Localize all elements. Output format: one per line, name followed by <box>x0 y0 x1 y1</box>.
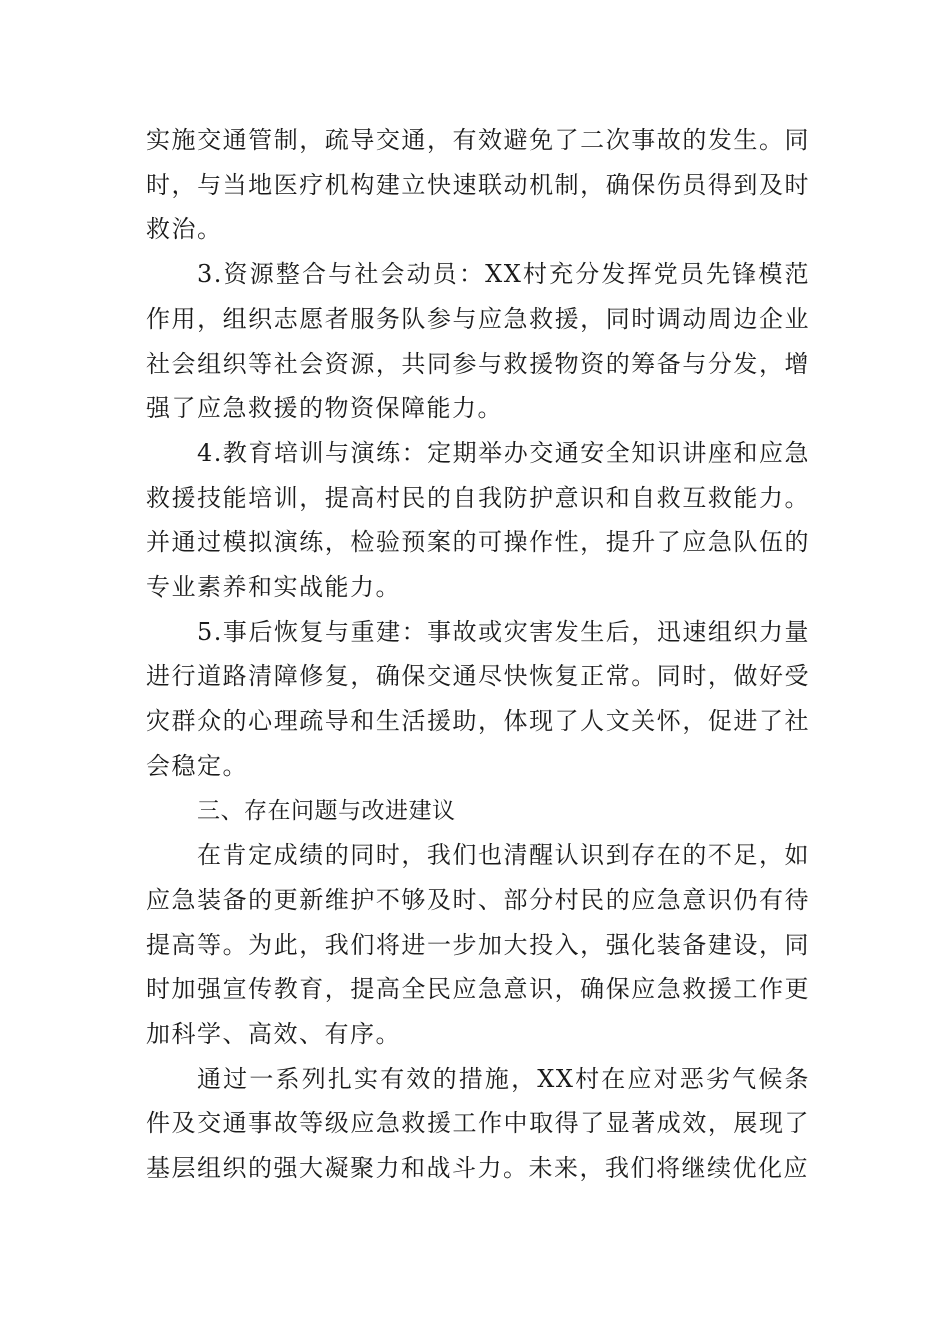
paragraph-education-training: 4.教育培训与演练：定期举办交通安全知识讲座和应急救援技能培训，提高村民的自我防护意识和自救互救能力。并通过模拟演练，检验预案的可操作性，提升了应急队伍的专业素养和实战能力。 <box>146 438 810 602</box>
document-body <box>146 118 810 1191</box>
paragraph-continuation: 实施交通管制，疏导交通，有效避免了二次事故的发生。同时，与当地医疗机构建立快速联动机制，确保伤员得到及时救治。 <box>146 126 810 244</box>
paragraph-conclusion: 通过一系列扎实有效的措施，XX村在应对恶劣气候条件及交通事故等级应急救援工作中取得了显著成效，展现了基层组织的强大凝聚力和战斗力。未来，我们将继续优化应 <box>146 1064 810 1183</box>
paragraph-shortcomings: 在肯定成绩的同时，我们也清醒认识到存在的不足，如应急装备的更新维护不够及时、部分村民的应急意识仍有待提高等。为此，我们将进一步加大投入，强化装备建设，同时加强宣传教育，提高全民应急意识，确保应急救援工作更加科学、高效、有序。 <box>146 841 810 1049</box>
paragraph-resource-integration: 3.资源整合与社会动员：XX村充分发挥党员先锋模范作用，组织志愿者服务队参与应急救援，同时调动周边企业社会组织等社会资源，共同参与救援物资的筹备与分发，增强了应急救援的物资保障能力。 <box>146 260 810 423</box>
section-heading-problems: 三、存在问题与改进建议 <box>197 797 456 824</box>
paragraph-recovery-rebuild: 5.事后恢复与重建：事故或灾害发生后，迅速组织力量进行道路清障修复，确保交通尽快恢复正常。同时，做好受灾群众的心理疏导和生活援助，体现了人文关怀，促进了社会稳定。 <box>146 617 810 780</box>
